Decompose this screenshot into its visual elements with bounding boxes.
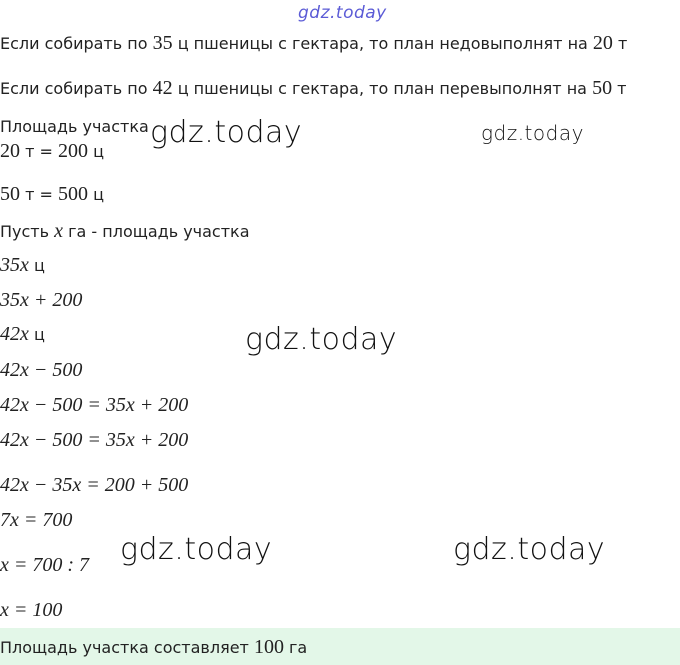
watermark: gdz.today	[150, 115, 303, 150]
answer-block	[0, 628, 680, 665]
number: 20	[0, 140, 20, 162]
text: Площадь участка составляет	[0, 638, 254, 657]
math-line-16: x = 100	[0, 599, 63, 621]
text: ц	[28, 256, 45, 275]
expression: 35x	[0, 254, 29, 276]
text-line-6	[0, 221, 250, 242]
number: 50	[592, 77, 613, 99]
math-line-15: x = 700 : 7	[0, 554, 90, 576]
number: 35	[152, 32, 173, 54]
text: ц	[87, 142, 104, 161]
text-line-3: Площадь участка	[0, 117, 149, 136]
text-line-2	[0, 78, 626, 99]
math-line-10: 42x − 500	[0, 359, 83, 381]
text: т	[612, 34, 628, 53]
math-line-11: 42x − 500 = 35x + 200	[0, 394, 189, 416]
text-line-1	[0, 33, 627, 54]
math-line-9	[0, 324, 45, 345]
answer-line	[0, 637, 307, 658]
math-line-13: 42x − 35x = 200 + 500	[0, 474, 189, 496]
math-line-12: 42x − 500 = 35x + 200	[0, 429, 189, 451]
watermark-top: gdz.today	[298, 3, 387, 23]
math-line-14: 7x = 700	[0, 509, 73, 531]
number: 500	[57, 183, 88, 205]
text: га - площадь участка	[63, 222, 250, 241]
text: ц пшеницы с гектара, то план недовыполнят на	[172, 34, 593, 53]
watermark: gdz.today	[453, 532, 606, 567]
number: 42	[152, 77, 173, 99]
text: ц пшеницы с гектара, то план перевыполнят на	[172, 79, 593, 98]
math-line-7	[0, 255, 45, 276]
text: т =	[20, 142, 58, 161]
number: 100	[253, 636, 284, 658]
text: Пусть	[0, 222, 55, 241]
watermark: gdz.today	[245, 322, 398, 357]
text-line-4	[0, 141, 104, 162]
number: 200	[57, 140, 88, 162]
text: т	[612, 79, 627, 98]
text: Если собирать по	[0, 34, 153, 53]
expression: 42x	[0, 323, 29, 345]
text: Если собирать по	[0, 79, 153, 98]
watermark: gdz.today	[481, 121, 584, 145]
text: ц	[87, 185, 104, 204]
variable: x	[54, 220, 64, 242]
text: т =	[20, 185, 58, 204]
text: ц	[28, 325, 45, 344]
text: га	[283, 638, 308, 657]
number: 20	[592, 32, 613, 54]
text-line-5	[0, 184, 104, 205]
watermark: gdz.today	[120, 532, 273, 567]
number: 50	[0, 183, 20, 205]
math-line-8: 35x + 200	[0, 289, 83, 311]
